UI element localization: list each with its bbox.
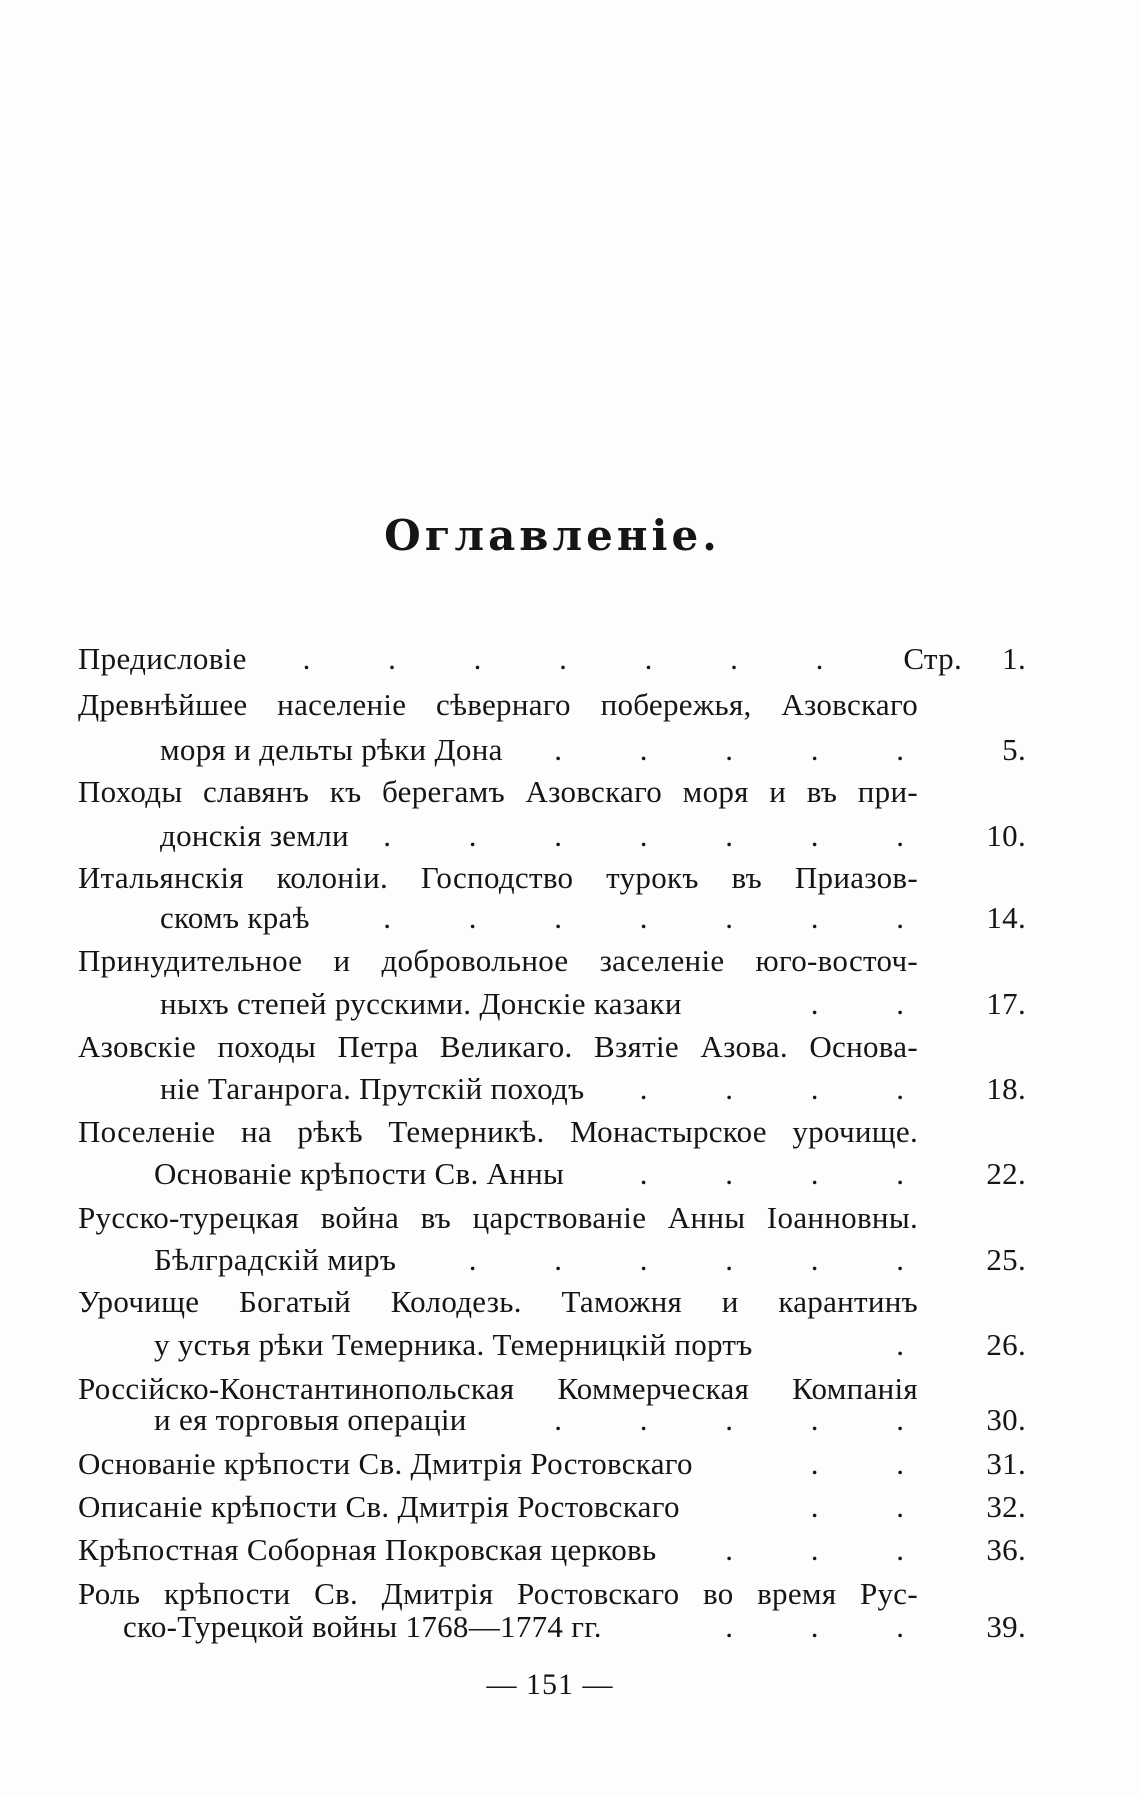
page-number: 30. xyxy=(986,1402,1026,1437)
page-number: 10. xyxy=(986,818,1026,853)
leader-dots: . . xyxy=(810,1446,904,1481)
page-number: 14. xyxy=(986,900,1026,935)
toc-entry-2-line-1: Древнѣйшее населеніе сѣвернаго побережья, Азовскаго xyxy=(78,687,918,722)
leader-dots: . . . . . xyxy=(554,1402,904,1437)
entry-text: Основаніе крѣпости Св. Анны xyxy=(154,1156,565,1191)
page-number: 18. xyxy=(986,1071,1026,1106)
toc-entry-1 xyxy=(78,639,1026,679)
leader-dots: . . . xyxy=(725,1609,904,1644)
page-number-footer: — 151 — xyxy=(486,1668,614,1701)
leader-dots: . . . . . . . xyxy=(302,641,824,676)
page-number: 5. xyxy=(1002,732,1026,767)
page-label: Стр. xyxy=(903,641,962,676)
entry-text: и ея торговыя операціи xyxy=(154,1402,467,1437)
leader-dots: . . . . . . . xyxy=(383,818,904,853)
entry-text: донскія земли xyxy=(160,818,349,853)
leader-dots: . . . xyxy=(725,1532,904,1567)
toc-entry-13 xyxy=(78,1530,1026,1570)
leader-dots: . . xyxy=(810,986,904,1021)
page-number: 39. xyxy=(986,1609,1026,1644)
leader-dots: . . . . . . . xyxy=(383,900,904,935)
entry-text: Предисловіе xyxy=(78,641,247,676)
toc-entry-3-line-1: Походы славянъ къ берегамъ Азовскаго моря и въ при- xyxy=(78,774,918,809)
toc-entry-14-line-1: Роль крѣпости Св. Дмитрія Ростовскаго во время Рус- xyxy=(78,1576,918,1611)
page-number: 1. xyxy=(1002,641,1026,676)
toc-entry-12 xyxy=(78,1487,1026,1527)
leader-dots: . . . . xyxy=(639,1156,904,1191)
toc-entry-9-line-2 xyxy=(154,1325,1026,1365)
entry-text: у устья рѣки Темерника. Темерницкій портъ xyxy=(154,1327,753,1362)
entry-text: ніе Таганрога. Прутскій походъ xyxy=(160,1071,585,1106)
leader-dots: . . xyxy=(810,1489,904,1524)
toc-entry-11 xyxy=(78,1444,1026,1484)
toc-entry-8-line-1: Русско-турецкая война въ царствованіе Анны Іоанновны. xyxy=(78,1200,918,1235)
entry-text: моря и дельты рѣки Дона xyxy=(160,732,503,767)
leader-dots: . . . . xyxy=(639,1071,904,1106)
toc-entry-3-line-2 xyxy=(160,816,1026,856)
entry-text: ско-Турецкой войны 1768—1774 гг. xyxy=(123,1609,602,1644)
toc-entry-5-line-2 xyxy=(160,984,1026,1024)
entry-text: скомъ краѣ xyxy=(160,900,310,935)
toc-entry-8-line-2 xyxy=(154,1240,1026,1280)
page-number: 26. xyxy=(986,1327,1026,1362)
toc-entry-5-line-1: Принудительное и добровольное заселеніе юго-восточ- xyxy=(78,943,918,978)
toc-entry-4-line-1: Итальянскія колоніи. Господство турокъ въ Приазов- xyxy=(78,860,918,895)
toc-entry-10-line-1: Россійско-Константинопольская Коммерческая Компанія xyxy=(78,1371,918,1406)
entry-text: Описаніе крѣпости Св. Дмитрія Ростовскаго xyxy=(78,1489,680,1524)
toc-entry-9-line-1: Урочище Богатый Колодезь. Таможня и карантинъ xyxy=(78,1284,918,1319)
toc-entry-7-line-2 xyxy=(154,1154,1026,1194)
entry-text: ныхъ степей русскими. Донскіе казаки xyxy=(160,986,682,1021)
page-number: 22. xyxy=(986,1156,1026,1191)
page-number: 25. xyxy=(986,1242,1026,1277)
entry-text: Основаніе крѣпости Св. Дмитрія Ростовскаго xyxy=(78,1446,693,1481)
entry-text: Крѣпостная Соборная Покровская церковь xyxy=(78,1532,657,1567)
toc-entry-6-line-1: Азовскіе походы Петра Великаго. Взятіе Азова. Основа- xyxy=(78,1029,918,1064)
leader-dots: . xyxy=(896,1327,904,1362)
leader-dots: . . . . . xyxy=(554,732,904,767)
page-number: 32. xyxy=(986,1489,1026,1524)
leader-dots: . . . . . . xyxy=(468,1242,904,1277)
page-number: 36. xyxy=(986,1532,1026,1567)
toc-entry-4-line-2 xyxy=(160,898,1026,938)
toc-entry-7-line-1: Поселеніе на рѣкѣ Темерникѣ. Монастырское урочище. xyxy=(78,1114,918,1149)
page-number: 17. xyxy=(986,986,1026,1021)
toc-entry-10-line-2 xyxy=(154,1400,1026,1440)
entry-text: Бѣлградскій миръ xyxy=(154,1242,397,1277)
toc-entry-2-line-2 xyxy=(160,730,1026,770)
toc-entry-6-line-2 xyxy=(160,1069,1026,1109)
toc-entry-14-line-2 xyxy=(123,1607,1026,1647)
page-number: 31. xyxy=(986,1446,1026,1481)
page-title: Оглавленіе. xyxy=(384,511,721,560)
